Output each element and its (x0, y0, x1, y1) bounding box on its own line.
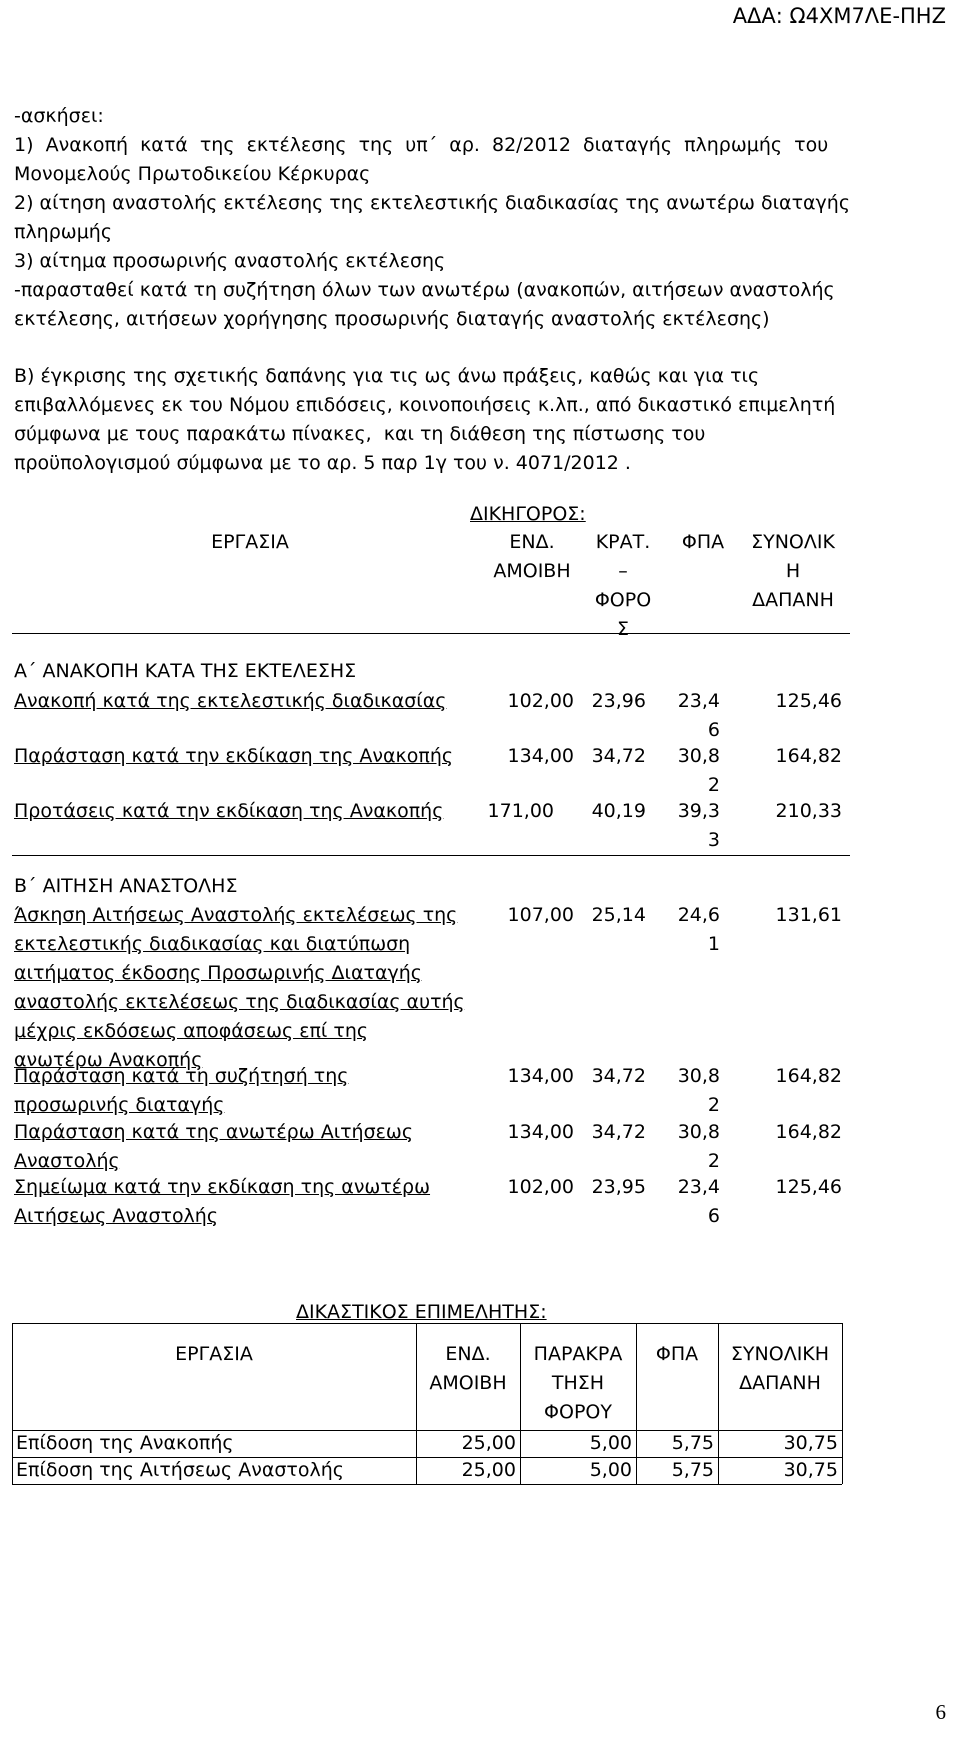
approval-line: επιβαλλόμενες εκ του Νόμου επιδόσεις, κοινοποιήσεις κ.λπ., από δικαστικό επιμελητή (14, 394, 836, 416)
intro-line: 2) αίτηση αναστολής εκτέλεσης της εκτελεστικής διαδικασίας της ανωτέρω διαταγής (14, 192, 850, 214)
intro-line: 1) Ανακοπή κατά της εκτέλεσης της υπ΄ αρ. 82/2012 διαταγής πληρωμής του (14, 134, 829, 156)
section-heading-b: Β΄ ΑΙΤΗΣΗ ΑΝΑΣΤΟΛΗΣ (14, 875, 238, 897)
intro-line: -ασκήσει: (14, 105, 104, 127)
approval-line: σύμφωνα με τους παρακάτω πίνακες, και τη διάθεση της πίστωσης του (14, 423, 706, 445)
intro-line: πληρωμής (14, 221, 112, 243)
page-number: 6 (935, 1700, 946, 1724)
section-heading-a: Α΄ ΑΝΑΚΟΠΗ ΚΑΤΑ ΤΗΣ ΕΚΤΕΛΕΣΗΣ (14, 660, 357, 682)
bailiff-header-work: ΕΡΓΑΣΙΑ (175, 1343, 253, 1365)
ada-code: ΑΔΑ: Ω4ΧΜ7ΛΕ-ΠΗΖ (732, 4, 946, 28)
header-divider (12, 633, 850, 634)
approval-line: προϋπολογισμού σύμφωνα με το αρ. 5 παρ 1γ του ν. 4071/2012 . (14, 452, 631, 474)
lawyer-table-title: ΔΙΚΗΓΟΡΟΣ: (470, 503, 586, 525)
intro-line: -παρασταθεί κατά τη συζήτηση όλων των ανωτέρω (ανακοπών, αιτήσεων αναστολής (14, 279, 835, 301)
bailiff-table-title: ΔΙΚΑΣΤΙΚΟΣ ΕΠΙΜΕΛΗΤΗΣ: (296, 1301, 547, 1323)
section-divider (12, 855, 850, 856)
intro-line: Μονομελούς Πρωτοδικείου Κέρκυρας (14, 163, 371, 185)
approval-line: Β) έγκρισης της σχετικής δαπάνης για τις ως άνω πράξεις, καθώς και για τις (14, 365, 760, 387)
intro-line: 3) αίτημα προσωρινής αναστολής εκτέλεσης (14, 250, 446, 272)
header-vat: ΦΠΑ (681, 531, 725, 553)
intro-line: εκτέλεσης, αιτήσεων χορήγησης προσωρινής διαταγής αναστολής εκτέλεσης) (14, 308, 770, 330)
header-work: ΕΡΓΑΣΙΑ (211, 531, 289, 553)
bailiff-header-vat: ΦΠΑ (655, 1343, 699, 1365)
